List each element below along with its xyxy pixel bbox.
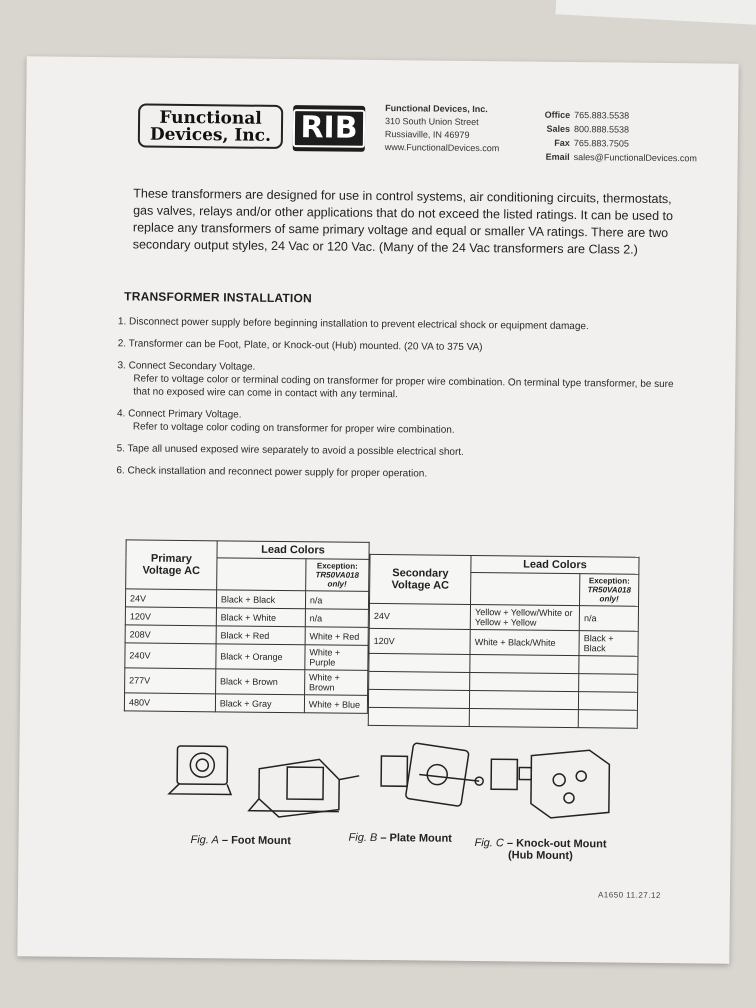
letterhead: [138, 99, 719, 175]
plate-mount-illustration: [381, 742, 484, 806]
instruction-sheet: [17, 56, 738, 963]
step-item: 2. Transformer can be Foot, Plate, or Knock-out (Hub) mounted. (20 VA to 375 VA): [117, 338, 483, 354]
document-code: A1650 11.27.12: [597, 890, 661, 900]
table-row: [368, 707, 637, 728]
contact-row: Sales 800.888.5538: [546, 123, 630, 135]
mounting-figures: [118, 737, 639, 882]
city: Russiaville, IN 46979: [384, 129, 470, 140]
step-item: 3. Connect Secondary Voltage. Refer to voltage color or terminal coding on transformer for proper wire combination. On terminal type transformer, be sure that no exposed wire can come in contact with any terminal.: [117, 360, 674, 401]
fig-a-label: Fig. A – Foot Mount: [190, 834, 292, 848]
table-row: 240V Black + Orange White + Purple: [125, 643, 368, 671]
functional-devices-logo: Functional Devices, Inc.: [138, 103, 283, 149]
contact-row: Fax 765.883.7505: [554, 137, 629, 149]
exception-header: Exception: TR50VA018 only!: [580, 574, 639, 607]
company-name: Functional Devices, Inc.: [385, 103, 488, 115]
background-paper: [555, 0, 756, 26]
table-row: 24V Black + Black n/a: [125, 589, 368, 610]
step-item: 5. Tape all unused exposed wire separately to avoid a possible electrical short.: [116, 443, 464, 458]
table-row: 24V Yellow + Yellow/White or Yellow + Yellow n/a: [369, 603, 638, 631]
primary-voltage-header: Primary Voltage AC: [126, 540, 217, 590]
lead-colors-header: Lead Colors: [217, 541, 369, 560]
step-item: 1. Disconnect power supply before beginning installation to prevent electrical shock or equipment damage.: [117, 316, 589, 333]
company-address: [385, 102, 500, 155]
contact-row: Email sales@FunctionalDevices.com: [545, 151, 697, 164]
exception-header: Exception: TR50VA018 only!: [305, 559, 368, 592]
intro-paragraph: These transformers are designed for use in control systems, air conditioning circuits, thermostats, gas valves, relays and/or other applications that do not exceed the listed ratings. It can be used to replace any transformers of same primary voltage and equal or smaller VA ratings. There are two secondary output styles, 24 Vac or 120 Vac. (Many of the 24 Vac transformers are Class 2.): [132, 186, 674, 257]
primary-voltage-table: [124, 539, 370, 714]
fig-c-label: Fig. C – Knock-out Mount (Hub Mount): [474, 837, 607, 863]
lead-colors-header: Lead Colors: [471, 555, 639, 574]
fig-b-label: Fig. B – Plate Mount: [348, 831, 452, 845]
mounting-illustrations: [119, 737, 640, 832]
step-item: 6. Check installation and reconnect power supply for proper operation.: [116, 465, 428, 480]
knockout-mount-illustration: [491, 749, 610, 818]
table-row: 208V Black + Red White + Red: [125, 625, 368, 646]
rib-logo: RIB: [293, 105, 365, 152]
street: 310 South Union Street: [385, 116, 479, 128]
contact-info: [518, 107, 698, 165]
table-row: 120V White + Black/White Black + Black: [369, 628, 638, 656]
installation-steps: [116, 315, 688, 492]
contact-row: Office 765.883.5538: [544, 109, 630, 121]
website: www.FunctionalDevices.com: [384, 142, 500, 154]
foot-mount-illustration: [169, 746, 360, 818]
secondary-voltage-header: Secondary Voltage AC: [370, 554, 472, 604]
table-row: 277V Black + Brown White + Brown: [125, 668, 368, 696]
table-row: 120V Black + White n/a: [125, 607, 368, 628]
step-item: 4. Connect Primary Voltage. Refer to voltage color coding on transformer for proper wire combination.: [116, 408, 455, 436]
secondary-voltage-table: [368, 554, 640, 729]
table-row: 480V Black + Gray White + Blue: [124, 693, 367, 714]
section-title: TRANSFORMER INSTALLATION: [124, 289, 312, 306]
